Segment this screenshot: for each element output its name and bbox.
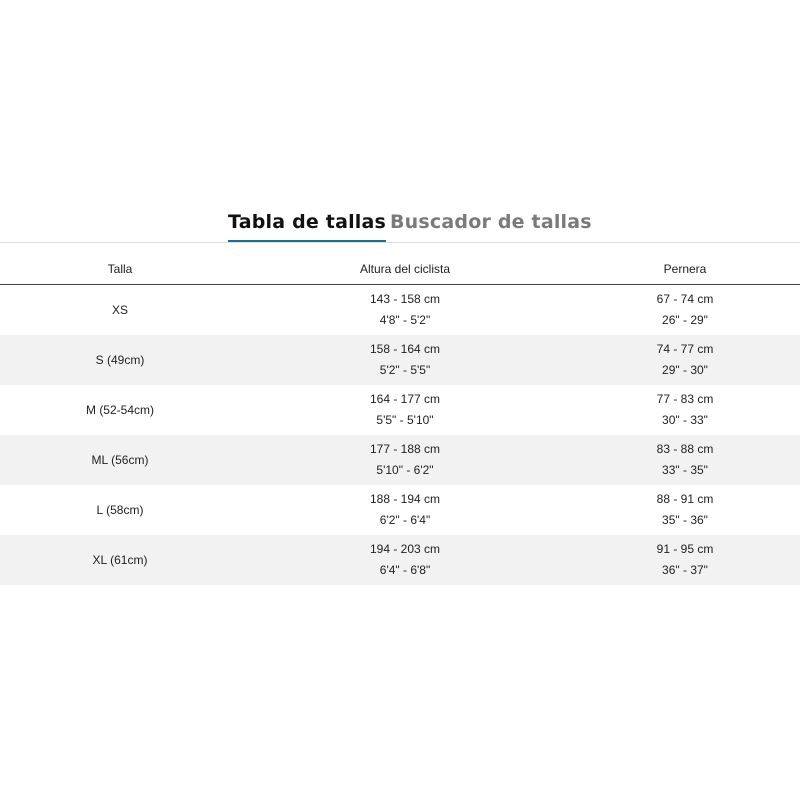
inseam-cell <box>570 385 800 435</box>
inseam-cm: 74 - 77 cm <box>656 342 714 356</box>
height-cell <box>240 485 570 535</box>
column-header-size: Talla <box>0 254 240 285</box>
height-in: 5'5" - 5'10" <box>376 413 434 427</box>
height-cm: 188 - 194 cm <box>369 492 441 506</box>
inseam-cm: 88 - 91 cm <box>656 492 714 506</box>
height-in: 6'2" - 6'4" <box>379 513 431 527</box>
height-cell <box>240 385 570 435</box>
table-header-row <box>0 254 800 285</box>
size-cell: XL (61cm) <box>0 535 240 585</box>
inseam-cell <box>570 535 800 585</box>
tab-bar <box>0 208 800 244</box>
height-cell <box>240 285 570 336</box>
tabs-divider <box>0 242 800 243</box>
tab-size-finder-label: Buscador de tallas <box>390 211 592 233</box>
table-row <box>0 435 800 485</box>
inseam-cell <box>570 435 800 485</box>
inseam-in: 29" - 30" <box>662 363 708 377</box>
inseam-cell <box>570 485 800 535</box>
inseam-in: 30" - 33" <box>662 413 708 427</box>
height-cm: 158 - 164 cm <box>369 342 441 356</box>
height-in: 5'2" - 5'5" <box>379 363 431 377</box>
inseam-in: 35" - 36" <box>662 513 708 527</box>
height-cm: 194 - 203 cm <box>369 542 441 556</box>
tab-size-finder[interactable] <box>390 208 592 244</box>
table-row <box>0 535 800 585</box>
table-row <box>0 335 800 385</box>
height-cell <box>240 435 570 485</box>
table-row <box>0 385 800 435</box>
inseam-in: 33" - 35" <box>662 463 708 477</box>
size-cell: XS <box>111 303 128 317</box>
table-row <box>0 485 800 535</box>
inseam-cm: 83 - 88 cm <box>656 442 714 456</box>
height-cm: 177 - 188 cm <box>369 442 441 456</box>
height-cm: 164 - 177 cm <box>369 392 441 406</box>
tab-size-chart-label: Tabla de tallas <box>228 211 387 233</box>
height-cell <box>240 535 570 585</box>
inseam-cm: 67 - 74 cm <box>656 292 714 306</box>
height-cell <box>240 335 570 385</box>
inseam-in: 36" - 37" <box>662 563 708 577</box>
inseam-cm: 77 - 83 cm <box>656 392 714 406</box>
height-in: 5'10" - 6'2" <box>376 463 434 477</box>
column-header-inseam: Pernera <box>570 254 800 285</box>
size-cell: S (49cm) <box>0 335 240 385</box>
inseam-cell <box>570 285 800 336</box>
height-cm: 143 - 158 cm <box>369 292 441 306</box>
size-cell: L (58cm) <box>96 503 144 517</box>
inseam-cell <box>570 335 800 385</box>
tab-size-chart[interactable] <box>228 208 386 244</box>
height-in: 6'4" - 6'8" <box>379 563 431 577</box>
inseam-cm: 91 - 95 cm <box>656 542 714 556</box>
size-cell: ML (56cm) <box>0 435 240 485</box>
column-header-rider-height: Altura del ciclista <box>240 254 570 285</box>
height-in: 4'8" - 5'2" <box>379 313 431 327</box>
size-table <box>0 254 800 585</box>
size-cell: M (52-54cm) <box>85 403 154 417</box>
table-row <box>0 285 800 336</box>
inseam-in: 26" - 29" <box>662 313 708 327</box>
